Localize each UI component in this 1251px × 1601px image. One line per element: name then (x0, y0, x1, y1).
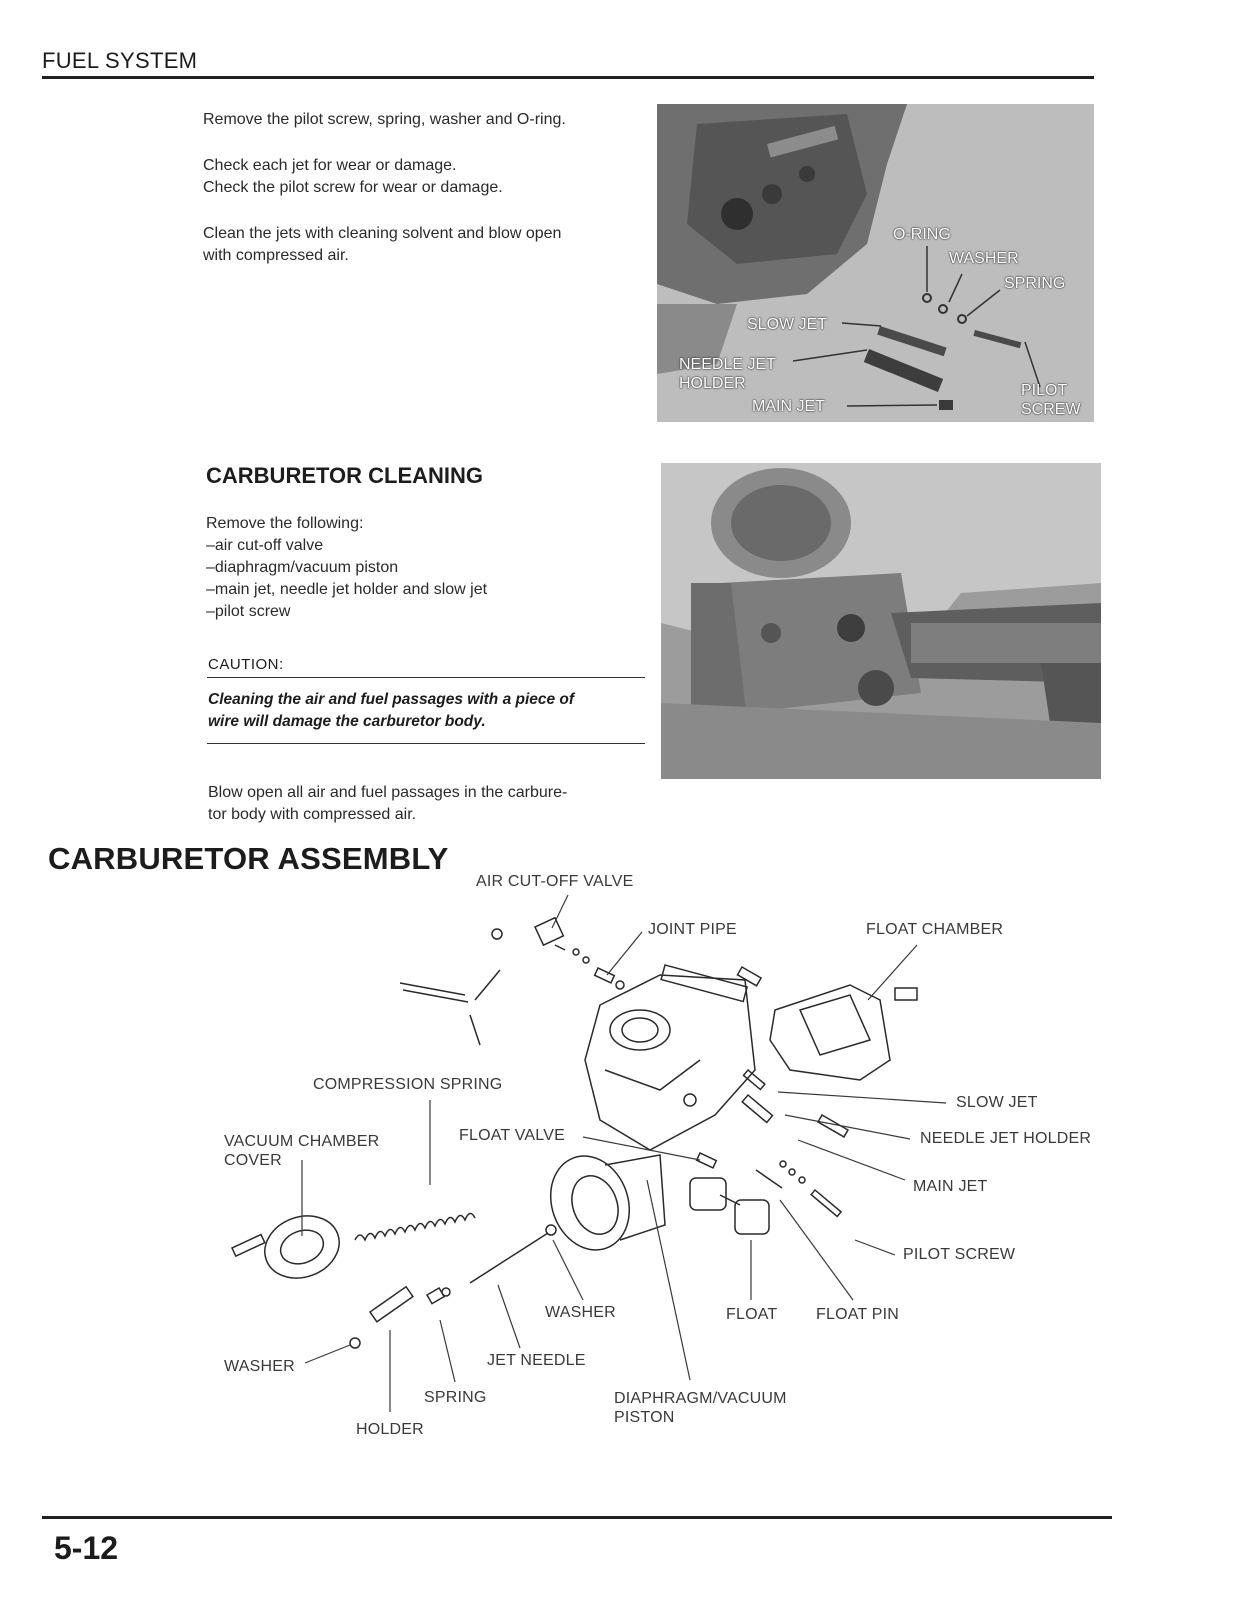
label-float: FLOAT (726, 1306, 778, 1323)
assembly-title: CARBURETOR ASSEMBLY (48, 841, 449, 876)
label-float-valve: FLOAT VALVE (459, 1127, 565, 1144)
caution-line1: Cleaning the air and fuel passages with a piece of (208, 691, 575, 708)
intro-p1: Remove the pilot screw, spring, washer and O-ring. (203, 111, 566, 128)
pilot-screw-part (780, 1161, 841, 1216)
label-washer: WASHER (949, 250, 1019, 267)
label-slow-jet-assembly: SLOW JET (956, 1094, 1038, 1111)
blow-line1: Blow open all air and fuel passages in the carbure- (208, 784, 568, 801)
compression-spring-part (355, 1213, 475, 1240)
washer-small-part (442, 1288, 450, 1296)
label-spring: SPRING (1004, 275, 1066, 292)
label-diaphragm-vacuum-piston (614, 1389, 787, 1427)
float-part (690, 1178, 769, 1234)
caution-line2: wire will damage the carburetor body. (208, 713, 486, 730)
list-item: –air cut-off valve (206, 537, 324, 554)
label-needle-jet-holder-assembly: NEEDLE JET HOLDER (920, 1130, 1092, 1147)
label-float-chamber: FLOAT CHAMBER (866, 921, 1004, 938)
cleaning-intro: Remove the following: (206, 515, 364, 532)
label-needle-jet-holder-line2: HOLDER (679, 375, 746, 392)
list-item: –diaphragm/vacuum piston (206, 559, 399, 576)
washer-left-part (350, 1338, 360, 1348)
label-pilot-screw-line1: PILOT (1021, 382, 1068, 399)
float-pin-part (756, 1170, 782, 1188)
cleaning-title: CARBURETOR CLEANING (206, 463, 484, 488)
label-main-jet-assembly: MAIN JET (913, 1178, 988, 1195)
label-spring-assembly: SPRING (424, 1389, 487, 1406)
intro-p3b: with compressed air. (203, 247, 349, 264)
label-needle-jet-holder-line1: NEEDLE JET (679, 356, 776, 373)
float-chamber-part (738, 967, 918, 1080)
label-air-cutoff-valve: AIR CUT-OFF VALVE (476, 873, 634, 890)
intro-p2a: Check each jet for wear or damage. (203, 157, 457, 174)
label-jet-needle: JET NEEDLE (487, 1352, 586, 1369)
caution-label: CAUTION: (208, 656, 284, 673)
label-float-pin: FLOAT PIN (816, 1306, 900, 1323)
intro-p2b: Check the pilot screw for wear or damage. (203, 179, 503, 196)
label-o-ring: O-RING (893, 226, 951, 243)
label-main-jet: MAIN JET (752, 398, 825, 415)
label-pilot-screw-assembly: PILOT SCREW (903, 1246, 1016, 1263)
leader-lines (302, 895, 946, 1412)
carburetor-body (585, 965, 755, 1150)
label-vacuum-chamber-cover-line1: VACUUM CHAMBER (224, 1133, 380, 1150)
label-diaphragm-line1: DIAPHRAGM/VACUUM (614, 1390, 787, 1407)
page-number: 5-12 (54, 1530, 119, 1566)
list-item: –main jet, needle jet holder and slow jet (206, 581, 488, 598)
label-washer-center: WASHER (545, 1304, 616, 1321)
label-vacuum-chamber-cover-line2: COVER (224, 1152, 282, 1169)
section-title: FUEL SYSTEM (42, 48, 198, 73)
needle-jet-holder-part (742, 1095, 772, 1122)
blow-line2: tor body with compressed air. (208, 806, 417, 823)
washer-center-part (546, 1225, 556, 1235)
diaphragm-part (538, 1145, 665, 1261)
holder-part (370, 1287, 413, 1322)
label-holder: HOLDER (356, 1421, 424, 1438)
intro-p3a: Clean the jets with cleaning solvent and blow open (203, 225, 562, 242)
label-compression-spring: COMPRESSION SPRING (313, 1076, 503, 1093)
label-washer-left: WASHER (224, 1358, 295, 1375)
vacuum-chamber-cover-part (232, 1206, 348, 1288)
label-vacuum-chamber-cover (224, 1132, 379, 1170)
air-cutoff-valve-part (492, 918, 589, 963)
list-item: –pilot screw (206, 603, 291, 620)
jet-needle-part (470, 1233, 548, 1283)
label-slow-jet: SLOW JET (747, 316, 828, 333)
label-pilot-screw-line2: SCREW (1021, 401, 1081, 418)
joint-pipe-part (400, 968, 624, 1045)
label-joint-pipe: JOINT PIPE (648, 921, 737, 938)
label-diaphragm-line2: PISTON (614, 1409, 675, 1426)
footer-divider (42, 1516, 1112, 1519)
